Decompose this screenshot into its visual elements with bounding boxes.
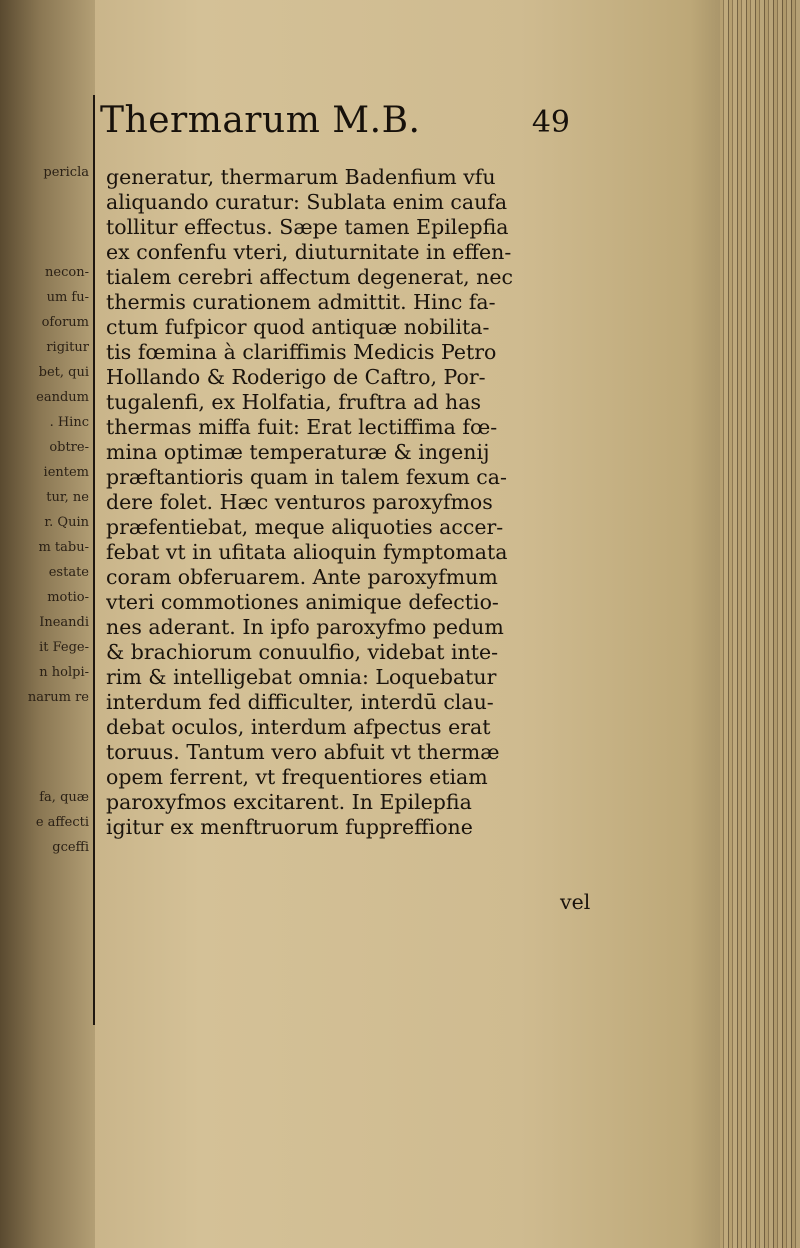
- margin-note: [0, 735, 92, 760]
- margin-note: r. Quin: [44, 515, 89, 530]
- margin-note: eandum: [36, 390, 89, 405]
- text-line: toruus. Tantum vero abfuit vt thermæ: [106, 740, 500, 764]
- text-line: thermas miffa fuit: Erat lectiffima fœ-: [106, 415, 498, 439]
- margin-note: [0, 210, 92, 235]
- margin-note: Ineandi: [39, 615, 89, 630]
- margin-note: . Hinc: [49, 415, 89, 430]
- text-line: febat vt in ufitata alioquin fymptomata: [106, 540, 508, 564]
- text-line: præfentiebat, meque aliquoties accer-: [106, 515, 504, 539]
- text-line: aliquando curatur: Sublata enim caufa: [106, 190, 508, 214]
- text-line: interdum fed difficulter, interdū clau-: [106, 690, 494, 714]
- text-line: debat oculos, interdum afpectus erat: [106, 715, 491, 739]
- text-line: rim & intelligebat omnia: Loquebatur: [106, 665, 497, 689]
- margin-note: obtre-: [49, 440, 89, 455]
- margin-note: um fu-: [46, 290, 89, 305]
- margin-note: pericla: [43, 165, 89, 180]
- body-text: [106, 165, 606, 840]
- text-line: dere folet. Hæc venturos paroxyfmos: [106, 490, 493, 514]
- text-line: mina optimæ temperaturæ & ingenij: [106, 440, 490, 464]
- page-number: 49: [531, 105, 570, 140]
- margin-note: it Fege-: [39, 640, 89, 655]
- catchword: vel: [560, 890, 591, 914]
- margin-note: rigitur: [46, 340, 89, 355]
- margin-note: narum re: [27, 690, 89, 705]
- text-line: tollitur effectus. Sæpe tamen Epilepfia: [106, 215, 509, 239]
- running-title: Thermarum M.B.: [100, 100, 421, 141]
- text-line: Hollando & Roderigo de Caftro, Por-: [106, 365, 486, 389]
- text-line: paroxyfmos excitarent. In Epilepfia: [106, 790, 472, 814]
- margin-note: oforum: [41, 315, 89, 330]
- text-line: vteri commotiones animique defectio-: [106, 590, 499, 614]
- text-line: coram obferuarem. Ante paroxyfmum: [106, 565, 498, 589]
- margin-note: bet, qui: [38, 365, 89, 380]
- text-line: & brachiorum conuulfio, videbat inte-: [106, 640, 499, 664]
- margin-note: motio-: [47, 590, 89, 605]
- text-line: ex confenfu vteri, diuturnitate in effen-: [106, 240, 512, 264]
- page-edges-right: [720, 0, 800, 1248]
- text-line: generatur, thermarum Badenfium vfu: [106, 165, 496, 189]
- margin-note: necon-: [45, 265, 89, 280]
- text-line: opem ferrent, vt frequentiores etiam: [106, 765, 488, 789]
- text-line: ctum fufpicor quod antiquæ nobilita-: [106, 315, 490, 339]
- page-header: [100, 100, 570, 152]
- margin-note: [0, 760, 92, 785]
- text-line: tugalenfi, ex Holfatia, fruftra ad has: [106, 390, 481, 414]
- margin-note: [0, 710, 92, 735]
- margin-note: [0, 235, 92, 260]
- text-line: thermis curationem admittit. Hinc fa-: [106, 290, 496, 314]
- margin-note: estate: [48, 565, 89, 580]
- margin-note: e affecti: [35, 815, 89, 830]
- text-line: præftantioris quam in talem fexum ca-: [106, 465, 507, 489]
- text-line: tialem cerebri affectum degenerat, nec: [106, 265, 513, 289]
- margin-rule: [93, 95, 95, 1025]
- margin-note: [0, 185, 92, 210]
- margin-note: m tabu-: [38, 540, 89, 555]
- margin-note: ientem: [43, 465, 89, 480]
- text-line: tis fœmina à clariffimis Medicis Petro: [106, 340, 497, 364]
- margin-note: fa, quæ: [39, 790, 89, 805]
- text-line: igitur ex menftruorum fuppreffione: [106, 815, 473, 839]
- margin-note: gceffi: [52, 840, 89, 855]
- margin-notes: [0, 160, 92, 860]
- text-line: nes aderant. In ipfo paroxyfmo pedum: [106, 615, 504, 639]
- margin-note: n holpi-: [39, 665, 89, 680]
- margin-note: tur, ne: [46, 490, 89, 505]
